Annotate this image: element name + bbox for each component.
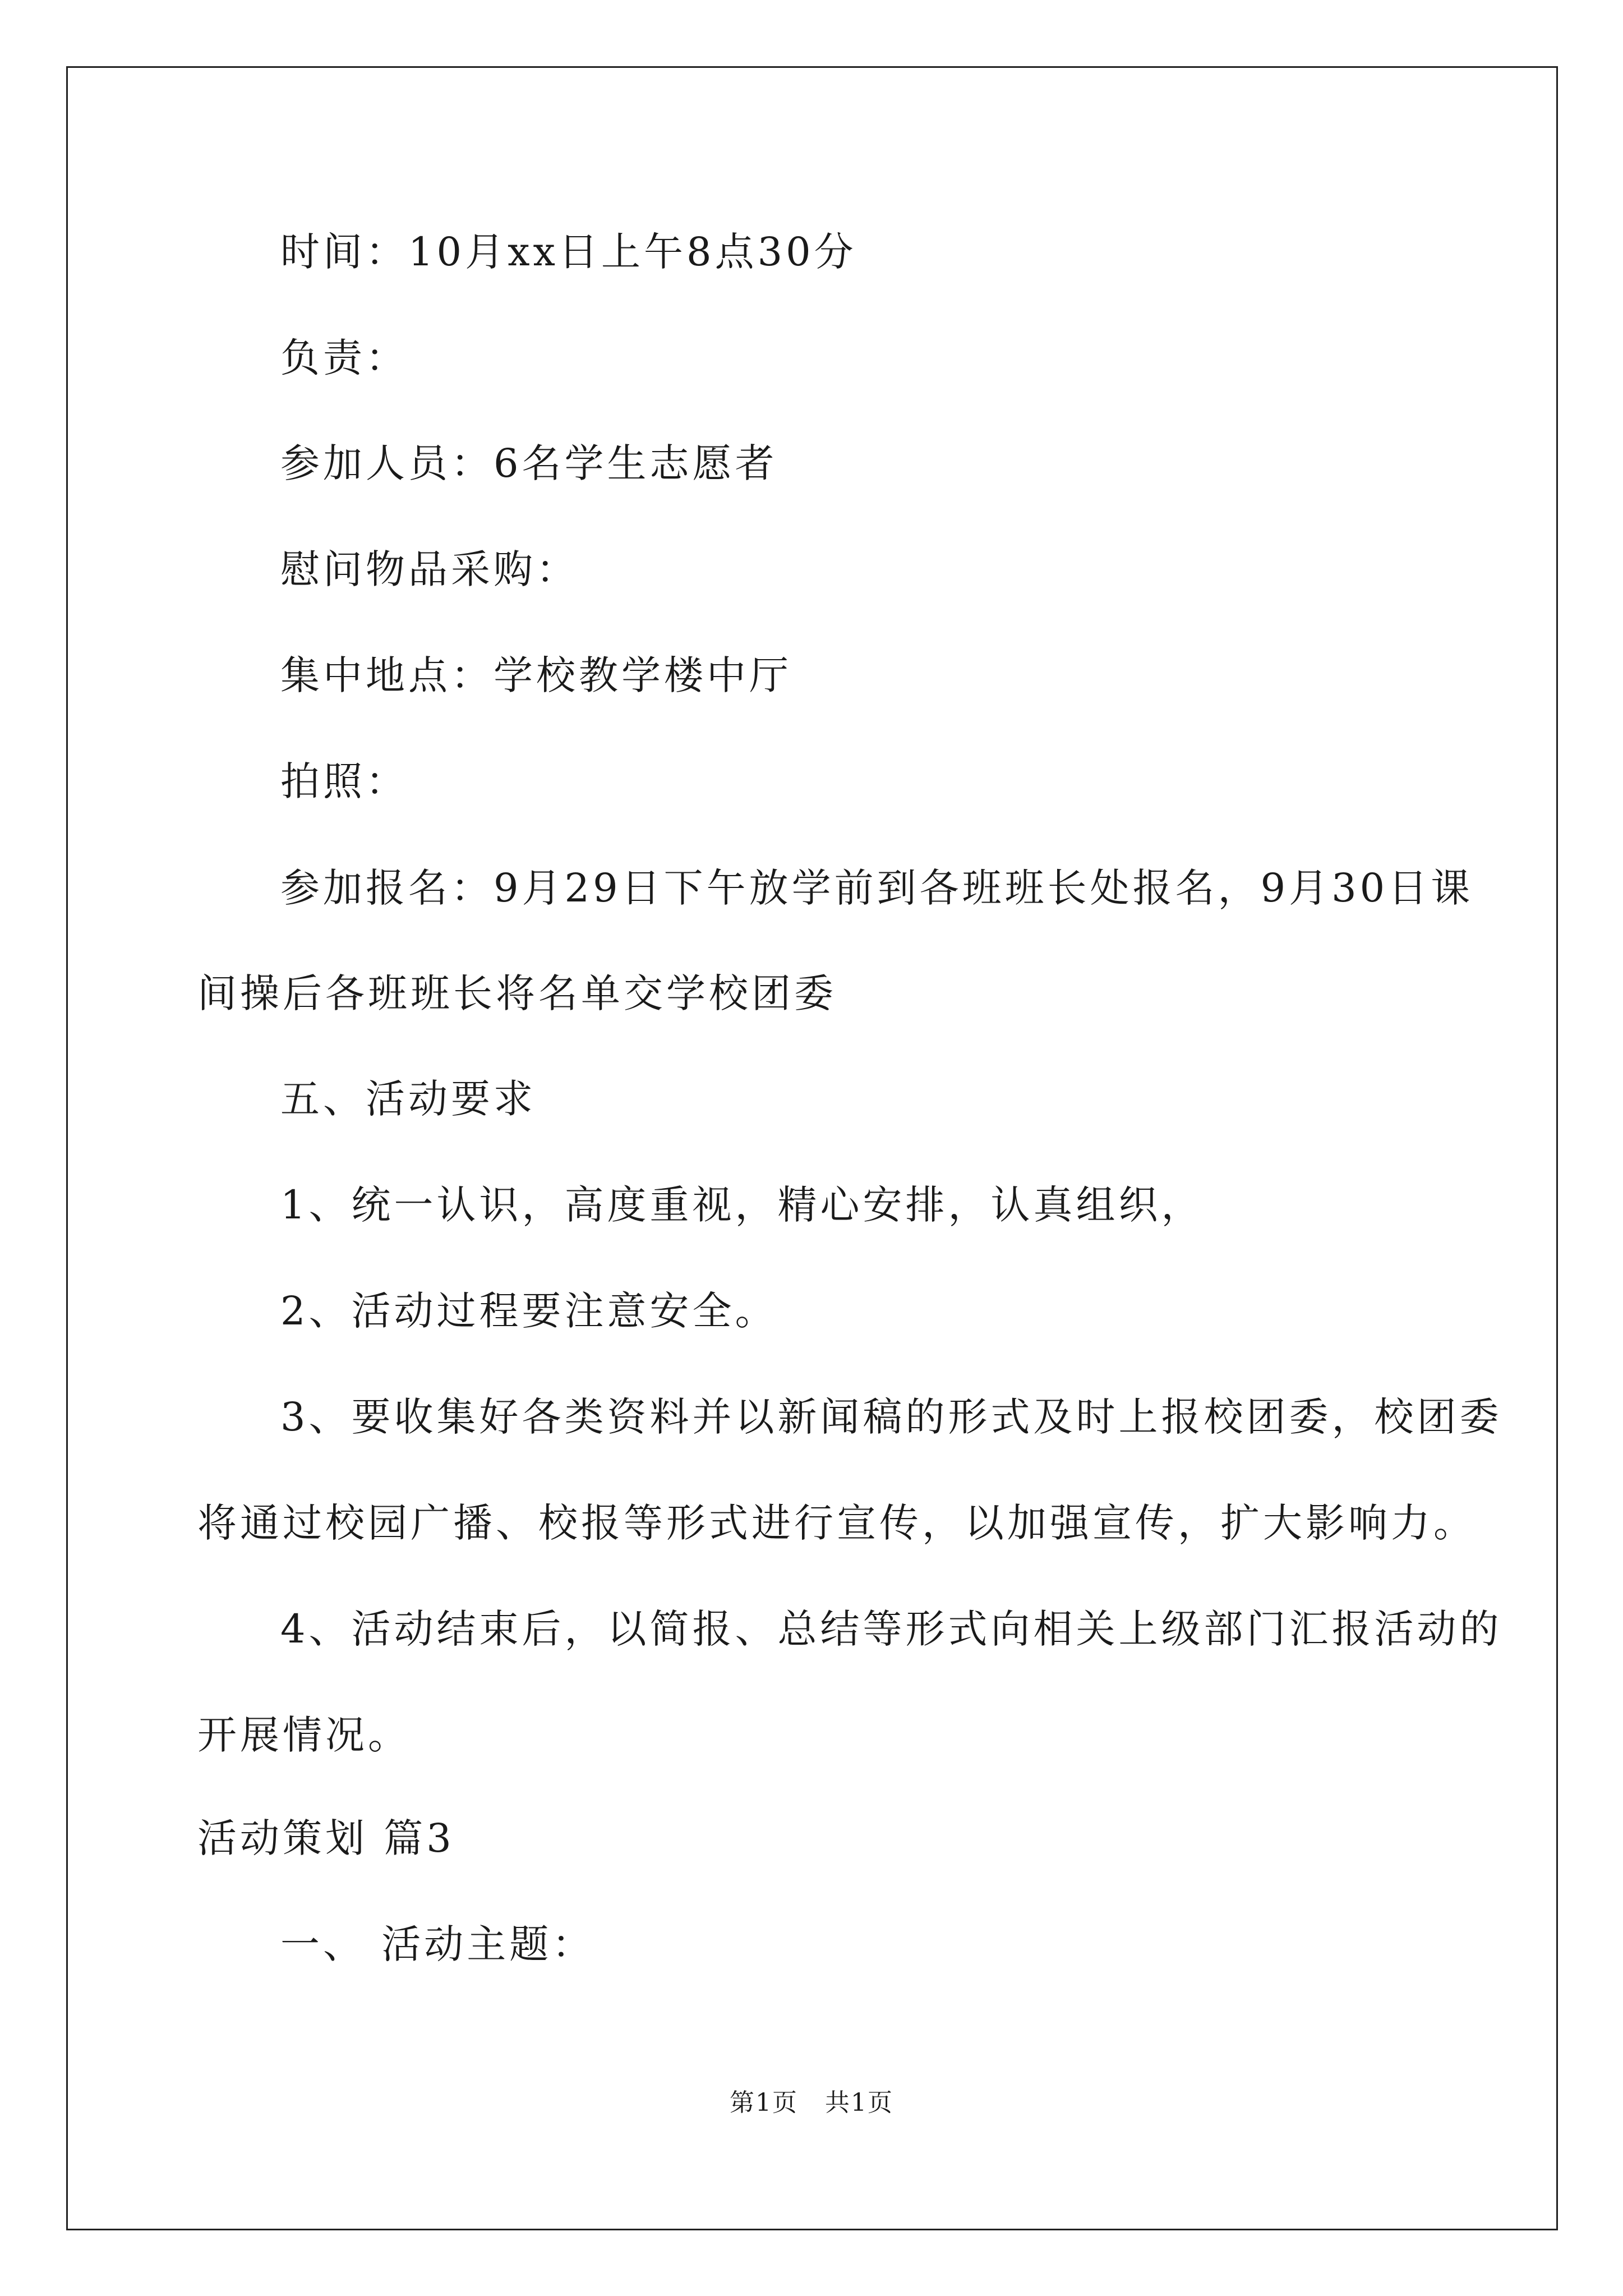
time-line: 时间：10月xx日上午8点30分 bbox=[280, 229, 857, 275]
registration-line-2: 间操后各班班长将名单交学校团委 bbox=[197, 970, 837, 1016]
section-heading-requirements: 五、活动要求 bbox=[280, 1076, 536, 1122]
purchase-line: 慰问物品采购： bbox=[280, 546, 579, 592]
participants-line: 参加人员：6名学生志愿者 bbox=[280, 440, 778, 486]
requirement-4-line-1: 4、活动结束后，以简报、总结等形式向相关上级部门汇报活动的 bbox=[280, 1606, 1502, 1652]
requirement-2: 2、活动过程要注意安全。 bbox=[280, 1288, 778, 1334]
page-footer: 第1页 共1页 bbox=[730, 2088, 893, 2117]
requirement-1: 1、统一认识，高度重视，精心安排，认真组织， bbox=[280, 1182, 1204, 1228]
registration-line-1: 参加报名：9月29日下午放学前到各班班长处报名，9月30日课 bbox=[280, 865, 1474, 911]
meeting-place-line: 集中地点：学校教学楼中厅 bbox=[280, 652, 792, 698]
photo-line: 拍照： bbox=[280, 758, 408, 804]
article-heading: 活动策划 篇3 bbox=[197, 1815, 455, 1861]
activity-theme-line: 一、 活动主题： bbox=[280, 1921, 595, 1967]
responsible-line: 负责： bbox=[280, 335, 408, 381]
page-border bbox=[66, 66, 1558, 2230]
requirement-3-line-1: 3、要收集好各类资料并以新闻稿的形式及时上报校团委，校团委 bbox=[280, 1394, 1502, 1440]
requirement-3-line-2: 将通过校园广播、校报等形式进行宣传，以加强宣传，扩大影响力。 bbox=[197, 1500, 1476, 1546]
requirement-4-line-2: 开展情况。 bbox=[197, 1712, 411, 1758]
